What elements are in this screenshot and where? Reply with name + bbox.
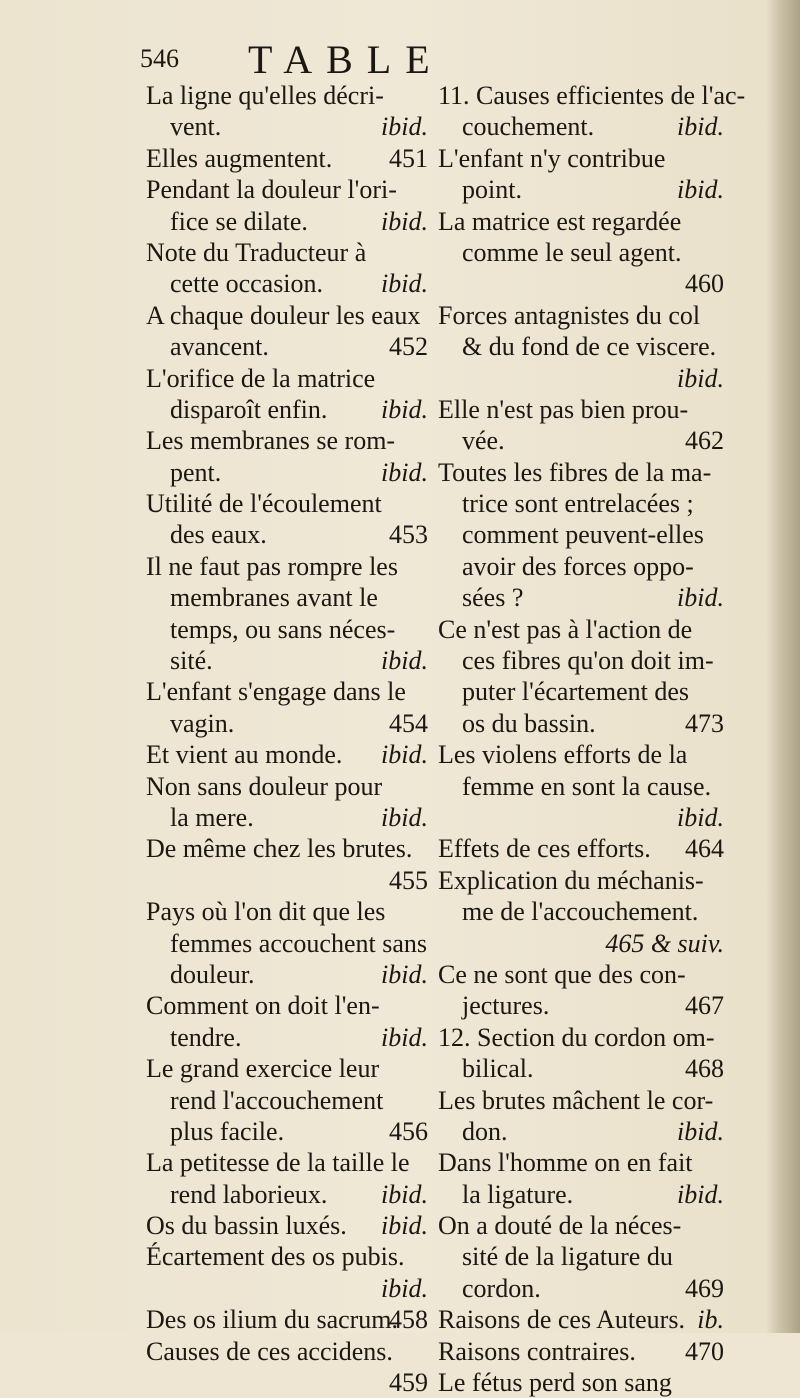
index-entry-text: Il ne faut pas rompre les	[146, 551, 398, 581]
index-entry-text: A chaque douleur les eaux	[146, 300, 421, 330]
index-line	[438, 206, 724, 237]
index-line	[146, 457, 428, 488]
index-line	[438, 645, 724, 676]
index-line	[438, 802, 724, 833]
index-entry-text: Écartement des os pubis.	[146, 1242, 405, 1272]
index-entry-text: trice sont entrelacées ;	[462, 489, 694, 519]
page-reference: ibid.	[381, 1211, 428, 1241]
index-entry-text: Os du bassin luxés.	[146, 1211, 347, 1241]
index-entry-text: ces fibres qu'on doit im-	[462, 646, 714, 676]
index-line	[146, 1179, 428, 1210]
index-entry-text: pent.	[170, 457, 222, 487]
index-entry-text: comment peuvent-elles	[462, 520, 704, 550]
index-line	[146, 111, 428, 142]
index-entry-text: rend l'accouchement	[170, 1085, 384, 1115]
index-line	[438, 739, 724, 770]
page-reference: 470	[685, 1336, 724, 1366]
index-line	[146, 1367, 428, 1398]
index-line	[146, 331, 428, 362]
index-line	[146, 739, 428, 770]
index-line	[438, 237, 724, 268]
index-line	[146, 1210, 428, 1241]
index-line	[438, 1367, 724, 1398]
index-entry-text: vent.	[170, 112, 222, 142]
index-line	[146, 771, 428, 802]
index-line	[438, 865, 724, 896]
index-line	[438, 143, 724, 174]
index-entry-text: temps, ou sans néces-	[170, 614, 396, 644]
page-reference: ib.	[697, 1305, 724, 1335]
index-entry-text: bilical.	[462, 1054, 534, 1084]
index-line	[146, 1053, 428, 1084]
index-entry-text: Causes de ces accidens.	[146, 1336, 393, 1366]
index-entry-text: la ligature.	[462, 1179, 574, 1209]
index-entry-text: douleur.	[170, 959, 255, 989]
index-entry-text: L'enfant s'engage dans le	[146, 677, 406, 707]
index-entry-text: vée.	[462, 426, 505, 456]
index-line	[146, 896, 428, 927]
index-entry-text: avoir des forces oppo-	[462, 551, 694, 581]
index-line	[438, 1179, 724, 1210]
page-reference: ibid.	[381, 802, 428, 832]
index-line	[146, 1022, 428, 1053]
right-column	[438, 80, 746, 1398]
index-line	[438, 519, 724, 550]
index-line	[146, 237, 428, 268]
index-line	[146, 80, 428, 111]
index-entry-text: Et vient au monde.	[146, 740, 343, 770]
index-entry-text: plus facile.	[170, 1116, 285, 1146]
index-line	[146, 1147, 428, 1178]
page-reference: ibid.	[381, 740, 428, 770]
index-entry-text: Le grand exercice leur	[146, 1054, 380, 1084]
page-reference: ibid.	[677, 363, 724, 393]
page-reference: ibid.	[381, 1022, 428, 1052]
index-entry-text: 12. Section du cordon om-	[438, 1022, 715, 1052]
index-entry-text: femme en sont la cause.	[462, 771, 712, 801]
index-line	[438, 363, 724, 394]
index-entry-text: membranes avant le	[170, 583, 378, 613]
page-reference: 451	[389, 143, 428, 173]
page-reference: 455	[389, 865, 428, 895]
index-line	[438, 488, 724, 519]
page-reference: ibid.	[381, 959, 428, 989]
index-line	[146, 1336, 428, 1367]
index-line	[146, 614, 428, 645]
index-entry-text: Utilité de l'écoulement	[146, 489, 382, 519]
index-entry-text: De même chez les brutes.	[146, 834, 413, 864]
index-entry-text: Pays où l'on dit que les	[146, 897, 386, 927]
index-line	[438, 457, 724, 488]
index-entry-text: couchement.	[462, 112, 595, 142]
index-line	[146, 802, 428, 833]
index-line	[146, 519, 428, 550]
index-entry-text: Ce n'est pas à l'action de	[438, 614, 693, 644]
index-line	[438, 833, 724, 864]
index-entry-text: cette occasion.	[170, 269, 324, 299]
index-entry-text: des eaux.	[170, 520, 267, 550]
page-reference: ibid.	[677, 1116, 724, 1146]
index-line	[146, 1241, 428, 1272]
index-entry-text: rend laborieux.	[170, 1179, 328, 1209]
page-reference: ibid.	[381, 457, 428, 487]
index-line	[146, 268, 428, 299]
index-line	[146, 206, 428, 237]
page-reference: ibid.	[381, 646, 428, 676]
index-entry-text: Dans l'homme on en fait	[438, 1148, 693, 1178]
index-entry-text: & du fond de ce viscere.	[462, 332, 717, 362]
page-reference: ibid.	[381, 112, 428, 142]
index-line	[146, 708, 428, 739]
page-reference: ibid.	[677, 802, 724, 832]
index-entry-text: Forces antagnistes du col	[438, 300, 701, 330]
index-line	[438, 174, 724, 205]
page-reference: 462	[685, 426, 724, 456]
page-reference: ibid.	[677, 1179, 724, 1209]
index-line	[438, 425, 724, 456]
index-entry-text: Les violens efforts de la	[438, 740, 688, 770]
index-line	[438, 708, 724, 739]
index-line	[146, 1085, 428, 1116]
index-entry-text: Raisons de ces Auteurs.	[438, 1305, 685, 1335]
index-entry-text: fice se dilate.	[170, 206, 308, 236]
index-line	[438, 1022, 724, 1053]
index-entry-text: Raisons contraires.	[438, 1336, 636, 1366]
index-line	[438, 394, 724, 425]
index-line	[146, 488, 428, 519]
index-entry-text: L'orifice de la matrice	[146, 363, 376, 393]
index-line	[146, 425, 428, 456]
index-entry-text: femmes accouchent sans	[170, 928, 428, 958]
index-entry-text: la mere.	[170, 802, 254, 832]
index-line	[146, 582, 428, 613]
page-reference: 453	[389, 520, 428, 550]
index-line	[438, 676, 724, 707]
index-entry-text: Pendant la douleur l'ori-	[146, 175, 397, 205]
page-reference: ibid.	[677, 583, 724, 613]
index-line	[146, 865, 428, 896]
page-reference: ibid.	[381, 394, 428, 424]
page-reference: 464	[685, 834, 724, 864]
page-reference: ibid.	[677, 175, 724, 205]
left-column	[146, 80, 428, 1398]
index-line	[438, 1304, 724, 1335]
index-line	[146, 928, 428, 959]
page-reference: ibid.	[381, 1273, 428, 1303]
page-reference: 465 & suiv.	[605, 928, 724, 958]
index-line	[146, 1304, 428, 1335]
index-entry-text: point.	[462, 175, 522, 205]
index-line	[146, 551, 428, 582]
index-line	[438, 80, 746, 111]
index-entry-text: sées ?	[462, 583, 524, 613]
index-line	[438, 1273, 724, 1304]
index-entry-text: La ligne qu'elles décri-	[146, 81, 384, 110]
index-entry-text: Elles augmentent.	[146, 143, 333, 173]
index-line	[146, 300, 428, 331]
index-line	[146, 174, 428, 205]
index-line	[438, 582, 724, 613]
index-line	[438, 268, 724, 299]
index-entry-text: Les brutes mâchent le cor-	[438, 1085, 714, 1115]
index-line	[146, 394, 428, 425]
index-line	[146, 959, 428, 990]
page-reference: 454	[389, 708, 428, 738]
page-reference: ibid.	[677, 112, 724, 142]
index-entry-text: jectures.	[462, 991, 550, 1021]
index-line	[438, 331, 724, 362]
index-line	[438, 300, 724, 331]
index-entry-text: Les membranes se rom-	[146, 426, 396, 456]
index-line	[438, 111, 724, 142]
index-line	[438, 771, 724, 802]
page-reference: ibid.	[381, 269, 428, 299]
index-entry-text: avancent.	[170, 332, 269, 362]
running-title: TABLE	[248, 37, 444, 82]
index-line	[146, 645, 428, 676]
index-entry-text: La petitesse de la taille le	[146, 1148, 410, 1178]
index-entry-text: Effets de ces efforts.	[438, 834, 651, 864]
index-entry-text: Note du Traducteur à	[146, 237, 367, 267]
index-line	[438, 1147, 724, 1178]
index-entry-text: don.	[462, 1116, 508, 1146]
page-header	[140, 36, 640, 82]
index-entry-text: Elle n'est pas bien prou-	[438, 394, 689, 424]
index-entry-text: Ce ne sont que des con-	[438, 959, 686, 989]
index-line	[438, 928, 724, 959]
page-reference: 452	[389, 332, 428, 362]
index-line	[146, 1116, 428, 1147]
index-entry-text: Des os ilium du sacrum.	[146, 1305, 399, 1335]
index-entry-text: Le fétus perd son sang	[438, 1368, 672, 1398]
index-line	[438, 1241, 724, 1272]
page-reference: 458	[389, 1305, 428, 1335]
index-entry-text: tendre.	[170, 1022, 242, 1052]
index-line	[438, 1116, 724, 1147]
page-reference: 467	[685, 991, 724, 1021]
index-entry-text: On a douté de la néces-	[438, 1211, 682, 1241]
index-entry-text: Comment on doit l'en-	[146, 991, 380, 1021]
index-entry-text: comme le seul agent.	[462, 237, 682, 267]
index-entry-text: 11. Causes efficientes de l'ac-	[438, 81, 746, 110]
index-entry-text: L'enfant n'y contribue	[438, 143, 666, 173]
page-reference: 469	[685, 1273, 724, 1303]
index-line	[438, 1336, 724, 1367]
index-entry-text: os du bassin.	[462, 708, 596, 738]
index-line	[146, 363, 428, 394]
index-entry-text: sité.	[170, 646, 213, 676]
index-line	[438, 1085, 724, 1116]
index-line	[438, 896, 724, 927]
page-reference: 460	[685, 269, 724, 299]
index-line	[146, 143, 428, 174]
index-line	[438, 1210, 724, 1241]
index-entry-text: cordon.	[462, 1273, 541, 1303]
page-reference: ibid.	[381, 1179, 428, 1209]
page-reference: 459	[389, 1368, 428, 1398]
index-entry-text: disparoît enfin.	[170, 394, 328, 424]
page-number: 546	[140, 44, 179, 73]
index-entry-text: Explication du méchanis-	[438, 865, 704, 895]
page-reference: 473	[685, 708, 724, 738]
index-entry-text: Non sans douleur pour	[146, 771, 383, 801]
index-line	[146, 676, 428, 707]
index-entry-text: sité de la ligature du	[462, 1242, 673, 1272]
index-line	[146, 990, 428, 1021]
page-reference: 468	[685, 1054, 724, 1084]
index-entry-text: La matrice est regardée	[438, 206, 682, 236]
page-reference: ibid.	[381, 206, 428, 236]
index-line	[146, 833, 428, 864]
page-reference: 456	[389, 1116, 428, 1146]
index-line	[438, 990, 724, 1021]
index-entry-text: Toutes les fibres de la ma-	[438, 457, 712, 487]
index-line	[438, 959, 724, 990]
index-line	[438, 1053, 724, 1084]
index-line	[146, 1273, 428, 1304]
index-line	[438, 614, 724, 645]
index-entry-text: vagin.	[170, 708, 235, 738]
index-line	[438, 551, 724, 582]
page-edge-shadow	[766, 0, 800, 1333]
index-entry-text: me de l'accouchement.	[462, 897, 699, 927]
index-entry-text: puter l'écartement des	[462, 677, 690, 707]
